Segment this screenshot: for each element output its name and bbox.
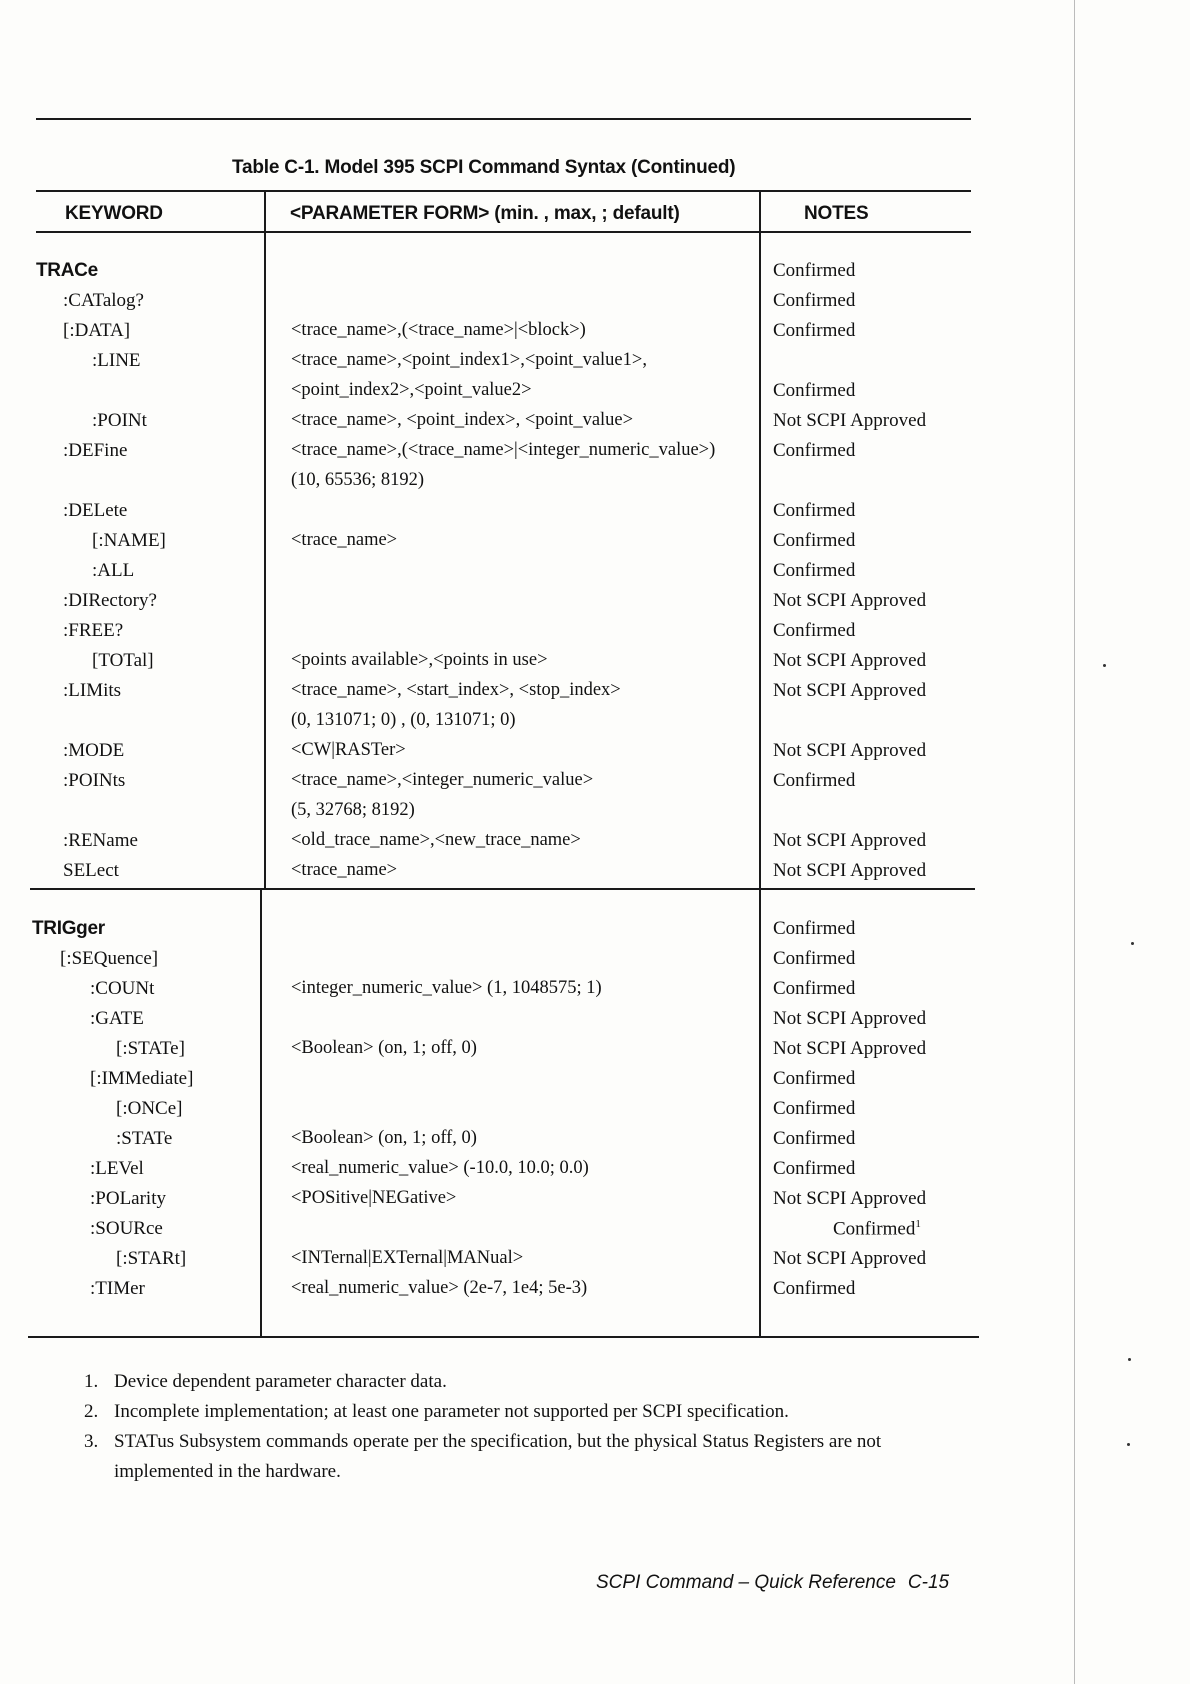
table-row (0, 560, 1100, 590)
header-notes: NOTES (804, 203, 869, 224)
footnote-number: 3. (84, 1431, 99, 1452)
table-row (0, 1098, 1100, 1128)
notes-text: Not SCPI Approved (773, 680, 927, 701)
parameter-form: <trace_name>,(<trace_name>|<block>) (291, 320, 586, 340)
notes-cell (773, 1008, 926, 1030)
table-row (0, 860, 1100, 890)
table-row (0, 440, 1100, 470)
command-keyword: :REName (63, 830, 138, 851)
command-keyword: [:STARt] (116, 1248, 187, 1269)
notes-cell (773, 1128, 855, 1150)
table-row (0, 380, 1100, 410)
parameter-form: <trace_name>, <point_index>, <point_value> (291, 410, 634, 430)
notes-text: Confirmed (773, 978, 856, 999)
table-row (0, 710, 1100, 740)
header-top-rule (36, 190, 971, 192)
notes-cell (773, 290, 855, 312)
table-row (0, 1278, 1100, 1308)
command-keyword: [:NAME] (92, 530, 166, 551)
command-keyword: [TOTal] (92, 650, 154, 671)
notes-text: Not SCPI Approved (773, 740, 927, 761)
scan-speck (1131, 942, 1134, 945)
notes-text: Confirmed (773, 380, 856, 401)
footnote (84, 1367, 964, 1397)
command-keyword: :POINts (63, 770, 126, 791)
notes-cell (773, 380, 855, 402)
parameter-form: (0, 131071; 0) , (0, 131071; 0) (291, 710, 516, 730)
parameter-form: <trace_name>,<integer_numeric_value> (291, 770, 594, 790)
table-row (0, 1008, 1100, 1038)
table-row (0, 290, 1100, 320)
command-keyword: :DEFine (63, 440, 128, 461)
notes-text: Not SCPI Approved (773, 1038, 927, 1059)
command-keyword: :POLarity (90, 1188, 166, 1209)
table-row (0, 1038, 1100, 1068)
scan-speck (1103, 664, 1106, 667)
footnote (84, 1397, 964, 1427)
parameter-form: <Boolean> (on, 1; off, 0) (291, 1128, 477, 1148)
table-row (0, 1248, 1100, 1278)
table-row (0, 1128, 1100, 1158)
command-keyword: SELect (63, 860, 119, 881)
table-caption: Table C-1. Model 395 SCPI Command Syntax (Continued) (232, 157, 736, 178)
table-row (0, 410, 1100, 440)
notes-text: Not SCPI Approved (773, 830, 927, 851)
notes-text: Not SCPI Approved (773, 1248, 927, 1269)
table-row (0, 1068, 1100, 1098)
notes-text: Confirmed (773, 1278, 856, 1299)
footnote-number: 1. (84, 1371, 99, 1392)
notes-cell (773, 320, 855, 342)
notes-cell (773, 620, 855, 642)
header-bottom-rule (36, 231, 971, 233)
footnote (84, 1427, 964, 1487)
table-row (0, 1158, 1100, 1188)
command-keyword: :GATE (90, 1008, 144, 1029)
scan-speck (1127, 1443, 1130, 1446)
notes-text: Confirmed (773, 948, 856, 969)
table-row (0, 978, 1100, 1008)
notes-cell (833, 1218, 921, 1240)
table-row (0, 1218, 1100, 1248)
command-keyword: :CATalog? (63, 290, 144, 311)
command-keyword: :DELete (63, 500, 128, 521)
footnote-text: Device dependent parameter character data. (114, 1371, 447, 1392)
parameter-form: <old_trace_name>,<new_trace_name> (291, 830, 581, 850)
parameter-form: <real_numeric_value> (-10.0, 10.0; 0.0) (291, 1158, 589, 1178)
table-row (0, 680, 1100, 710)
footnotes (84, 1367, 964, 1487)
notes-cell (773, 1188, 926, 1210)
notes-text: Confirmed (773, 1128, 856, 1149)
notes-cell (773, 590, 926, 612)
notes-text: Not SCPI Approved (773, 1008, 927, 1029)
notes-text: Not SCPI Approved (773, 860, 927, 881)
table-row (0, 948, 1100, 978)
table-row (0, 620, 1100, 650)
parameter-form: (10, 65536; 8192) (291, 470, 425, 490)
parameter-form: <trace_name>,<point_index1>,<point_value1>, (291, 350, 647, 370)
notes-cell (773, 1098, 855, 1120)
parameter-form: (5, 32768; 8192) (291, 800, 415, 820)
command-keyword: :ALL (92, 560, 135, 581)
command-keyword: :LIMits (63, 680, 122, 701)
command-keyword: :LEVel (90, 1158, 144, 1179)
notes-text: Confirmed (773, 530, 856, 551)
notes-text: Not SCPI Approved (773, 410, 927, 431)
command-keyword: :LINE (92, 350, 141, 371)
parameter-form: <trace_name> (291, 530, 398, 550)
table-row (0, 530, 1100, 560)
command-keyword: :DIRectory? (63, 590, 157, 611)
notes-cell (773, 978, 855, 1000)
parameter-form: <points available>,<points in use> (291, 650, 548, 670)
notes-cell (773, 260, 855, 282)
notes-cell (773, 1068, 855, 1090)
parameter-form: <trace_name> (291, 860, 398, 880)
parameter-form: <trace_name>,(<trace_name>|<integer_numeric_value>) (291, 440, 716, 460)
notes-cell (773, 830, 926, 852)
table-row (0, 590, 1100, 620)
command-keyword: [:DATA] (63, 320, 131, 341)
page-number: C-15 (907, 1572, 950, 1593)
parameter-form: <point_index2>,<point_value2> (291, 380, 532, 400)
notes-text: Confirmed (773, 500, 856, 521)
notes-cell (773, 1038, 926, 1060)
table-row (0, 830, 1100, 860)
command-keyword: [:SEQuence] (60, 948, 159, 969)
scan-speck (1128, 1358, 1131, 1361)
notes-text: Confirmed (833, 1218, 916, 1240)
notes-text: Confirmed (773, 770, 856, 791)
parameter-form: <trace_name>, <start_index>, <stop_index> (291, 680, 621, 700)
command-keyword: :COUNt (90, 978, 155, 999)
command-keyword: :MODE (63, 740, 125, 761)
notes-text: Confirmed (773, 290, 856, 311)
notes-text: Confirmed (773, 1158, 856, 1179)
table-row (0, 260, 1100, 290)
command-keyword: [:STATe] (116, 1038, 185, 1059)
notes-text: Confirmed (773, 440, 856, 461)
bottom-rule (28, 1336, 979, 1338)
notes-text: Not SCPI Approved (773, 1188, 927, 1209)
parameter-form: <POSitive|NEGative> (291, 1188, 457, 1208)
notes-cell (773, 530, 855, 552)
table-row (0, 650, 1100, 680)
notes-text: Confirmed (773, 1068, 856, 1089)
command-keyword: [:ONCe] (116, 1098, 183, 1119)
notes-cell (773, 650, 926, 672)
footnote-number: 2. (84, 1401, 99, 1422)
table-row (0, 320, 1100, 350)
notes-cell (773, 560, 855, 582)
table-row (0, 500, 1100, 530)
footnote-marker: 1 (915, 1218, 921, 1230)
subsystem-keyword: TRIGger (32, 918, 105, 939)
table-row (0, 350, 1100, 380)
notes-cell (773, 1278, 855, 1300)
command-keyword: :STATe (116, 1128, 173, 1149)
parameter-form: <INTernal|EXTernal|MANual> (291, 1248, 524, 1268)
page-footer (596, 1572, 949, 1594)
command-keyword: [:IMMediate] (90, 1068, 194, 1089)
notes-cell (773, 440, 855, 462)
parameter-form: <Boolean> (on, 1; off, 0) (291, 1038, 477, 1058)
table-row (0, 800, 1100, 830)
notes-text: Confirmed (773, 1098, 856, 1119)
command-keyword: :SOURce (90, 1218, 163, 1239)
notes-text: Confirmed (773, 560, 856, 581)
notes-text: Confirmed (773, 918, 856, 939)
table-row (0, 740, 1100, 770)
parameter-form: <real_numeric_value> (2e-7, 1e4; 5e-3) (291, 1278, 588, 1298)
notes-cell (773, 860, 926, 882)
notes-cell (773, 1248, 926, 1270)
notes-cell (773, 770, 855, 792)
notes-text: Confirmed (773, 320, 856, 341)
table-row (0, 470, 1100, 500)
notes-cell (773, 410, 926, 432)
command-keyword: :TIMer (90, 1278, 145, 1299)
table-row (0, 918, 1100, 948)
subsystem-keyword: TRACe (36, 260, 98, 281)
table-row (0, 1188, 1100, 1218)
notes-cell (773, 500, 855, 522)
notes-cell (773, 1158, 855, 1180)
footnote-text: Incomplete implementation; at least one parameter not supported per SCPI specification. (114, 1401, 789, 1422)
notes-cell (773, 918, 855, 940)
command-keyword: :POINt (92, 410, 147, 431)
notes-text: Not SCPI Approved (773, 650, 927, 671)
table-row (0, 770, 1100, 800)
notes-cell (773, 948, 855, 970)
footnote-text: STATus Subsystem commands operate per the specification, but the physical Status Registers are not implemented in the hardware. (114, 1431, 882, 1482)
notes-text: Confirmed (773, 260, 856, 281)
parameter-form: <CW|RASTer> (291, 740, 406, 760)
notes-cell (773, 680, 926, 702)
command-keyword: :FREE? (63, 620, 124, 641)
parameter-form: <integer_numeric_value> (1, 1048575; 1) (291, 978, 602, 998)
top-rule (36, 118, 971, 120)
header-parameter: <PARAMETER FORM> (min. , max, ; default) (290, 203, 680, 224)
footer-title: SCPI Command – Quick Reference (596, 1572, 896, 1593)
notes-text: Not SCPI Approved (773, 590, 927, 611)
notes-cell (773, 740, 926, 762)
notes-text: Confirmed (773, 620, 856, 641)
header-keyword: KEYWORD (65, 203, 163, 224)
